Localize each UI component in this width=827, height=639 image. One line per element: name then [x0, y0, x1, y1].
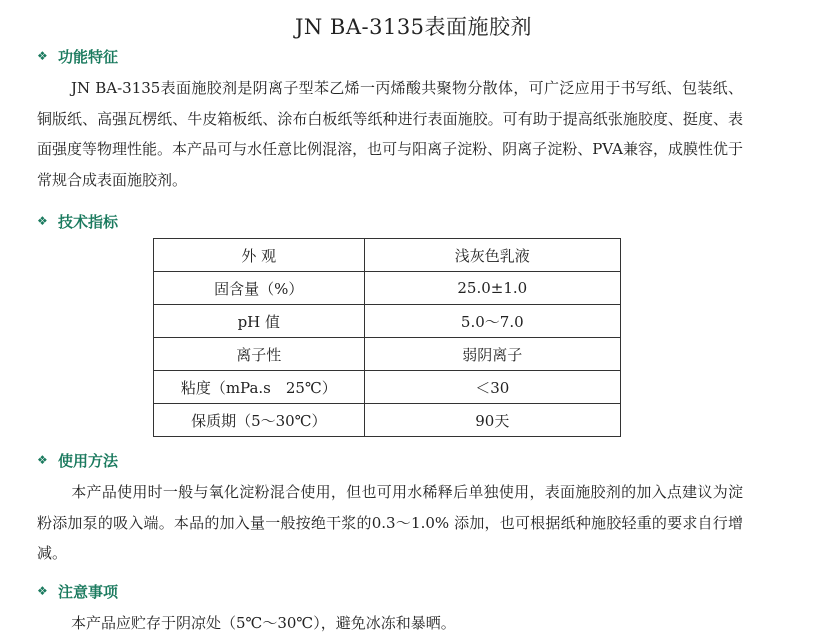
spec-key: 保质期（5～30℃） [154, 404, 365, 437]
spec-key: 固含量（%） [154, 272, 365, 305]
table-row [154, 404, 621, 437]
section-heading-usage [37, 448, 118, 472]
diamond-bullet-icon: ❖ [37, 584, 48, 598]
section-heading-label: 功能特征 [58, 47, 119, 66]
section-heading-label: 注意事项 [58, 582, 119, 601]
section-heading-specs [37, 209, 118, 233]
spec-value: 90天 [364, 404, 620, 437]
diamond-bullet-icon: ❖ [37, 49, 48, 63]
section-heading-features [37, 44, 118, 68]
section-heading-notes [37, 579, 118, 603]
spec-table [153, 238, 621, 437]
section-heading-label: 使用方法 [58, 451, 119, 470]
usage-text: 本产品使用时一般与氧化淀粉混合使用，但也可用水稀释后单独使用，表面施胶剂的加入点建议为淀粉添加泵的吸入端。本品的加入量一般按绝干浆的0.3～1.0% 添加，也可根据纸种施胶轻重的要求自行增减。 [37, 483, 743, 562]
spec-value: 浅灰色乳液 [364, 239, 620, 272]
table-row [154, 338, 621, 371]
usage-paragraph [37, 477, 743, 569]
spec-value: 5.0～7.0 [364, 305, 620, 338]
spec-key: pH 值 [154, 305, 365, 338]
spec-key: 外 观 [154, 239, 365, 272]
table-row [154, 305, 621, 338]
section-heading-label: 技术指标 [58, 212, 119, 231]
notes-paragraph [37, 608, 743, 639]
diamond-bullet-icon: ❖ [37, 214, 48, 228]
table-row [154, 239, 621, 272]
diamond-bullet-icon: ❖ [37, 453, 48, 467]
page-title: JN BA-3135表面施胶剂 [294, 15, 533, 39]
spec-value: 弱阴离子 [364, 338, 620, 371]
notes-text: 本产品应贮存于阴凉处（5℃～30℃），避免冰冻和暴晒。 [71, 614, 456, 632]
spec-value: 25.0±1.0 [364, 272, 620, 305]
table-row [154, 272, 621, 305]
features-text: JN BA-3135表面施胶剂是阴离子型苯乙烯一丙烯酸共聚物分散体，可广泛应用于书写纸、包装纸、铜版纸、高强瓦楞纸、牛皮箱板纸、涂布白板纸等纸种进行表面施胶。可有助于提高纸张施胶度、挺度、表面强度等物理性能。本产品可与水任意比例混溶，也可与阳离子淀粉、阴离子淀粉、PVA兼容，成膜性优于常规合成表面施胶剂。 [37, 79, 743, 189]
spec-key: 粘度（mPa.s 25℃） [154, 371, 365, 404]
features-paragraph [37, 73, 743, 195]
table-row [154, 371, 621, 404]
spec-value: ＜30 [364, 371, 620, 404]
spec-key: 离子性 [154, 338, 365, 371]
